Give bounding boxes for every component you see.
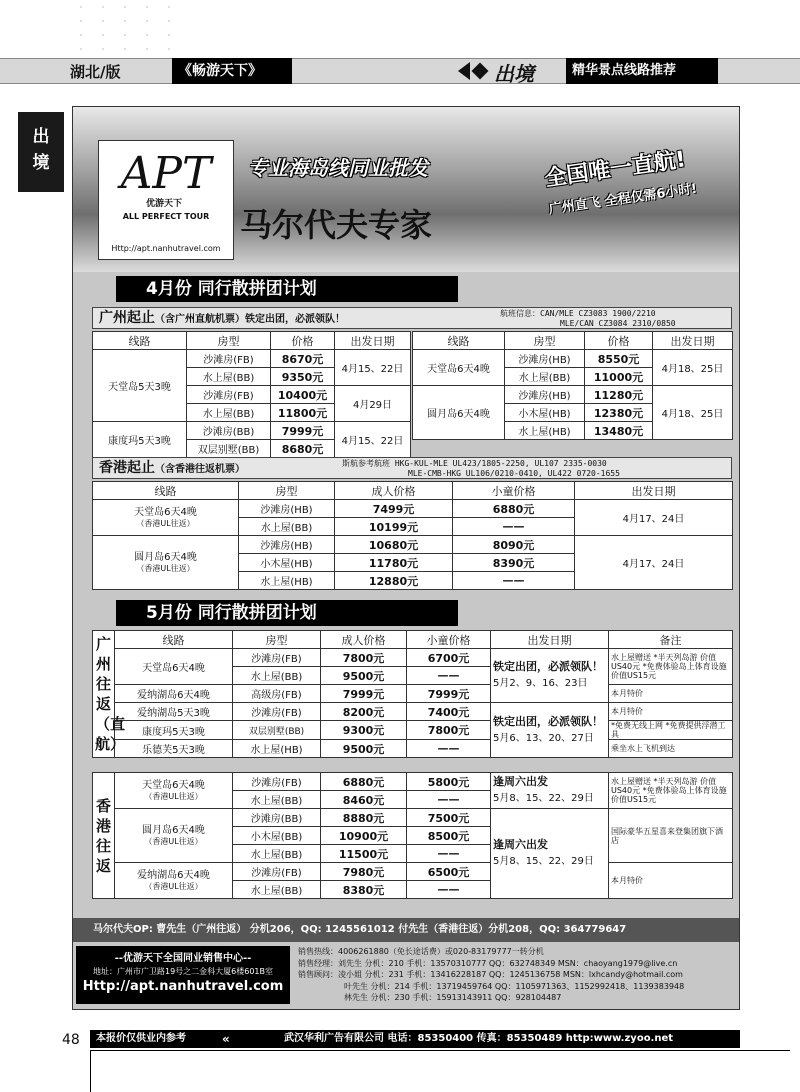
table-row: 小木屋(HB) 11780元 8390元: [93, 554, 733, 572]
list-item: 销售经理：刘先生 分机：210 手机：13570310777 QQ：632748349 MSN：chaoyang1979@live.cn: [298, 958, 678, 968]
col-room: 房型: [239, 482, 335, 500]
contacts-list: [298, 946, 738, 1004]
footer-divider: [90, 1050, 790, 1051]
col-child: 小童价格: [407, 631, 491, 649]
table-row: 水上屋(HB) 13480元: [413, 422, 733, 440]
table-row: 水上屋(BB) 10199元 ——: [93, 518, 733, 536]
hk-april-table: [92, 481, 733, 590]
col-route: 线路: [413, 332, 505, 350]
sales-center-address: 地址：广州市广卫路19号之二金科大厦6楼601B室: [92, 967, 274, 976]
arrow-left-icon: [458, 62, 470, 80]
col-room: 房型: [233, 631, 321, 649]
header-region: 湖北/版: [70, 63, 121, 81]
list-item: 林先生 分机：230 手机：15913143911 QQ：928104487: [344, 993, 562, 1002]
col-adult: 成人价格: [335, 482, 453, 500]
logo-mark: APT: [120, 148, 212, 199]
sales-center-title: --优游天下全国同业销售中心--: [114, 953, 252, 964]
col-date: 出发日期: [335, 332, 411, 350]
table-row: 水上屋(BB) 9350元: [93, 368, 411, 386]
table-row: 爱纳湖岛6天4晚 高级房(FB) 7999元 7999元 本月特价: [93, 685, 733, 703]
footer-company: 武汉华利广告有限公司 电话：85350400 传真：85350489 http:www.zyoo.net: [284, 1033, 674, 1044]
table-row: 圆月岛6天4晚 （香港UL往返） 沙滩房(HB) 10680元 8090元 4月17、24日: [93, 536, 733, 554]
list-item: 销售热线：4006261880（免长途话费）或020-83179777一转分机: [298, 947, 544, 956]
table-row: 水上屋(BB) 9500元 ——: [93, 667, 733, 685]
col-route: 线路: [93, 482, 239, 500]
table-row: 水上屋(BB) 8460元 ——: [93, 791, 733, 809]
table-row: 水上屋(BB) 11000元: [413, 368, 733, 386]
hk-flight-info: 斯航参考航班 HKG-KUL-MLE UL423/1805-2250, UL107 2335-0030 MLE-CMB-HKG UL106/0210-0410, UL422 0720-1655: [342, 459, 620, 478]
header-subtitle: 精华景点线路推荐: [566, 58, 718, 84]
page-number: 48: [62, 1032, 80, 1048]
col-date: 出发日期: [491, 631, 609, 649]
col-note: 备注: [609, 631, 733, 649]
table-row: 水上屋(BB) 11800元: [93, 404, 411, 422]
decor-dots: [70, 0, 170, 50]
table-row: 天堂岛5天3晚 沙滩房(FB) 8670元 4月15、22日: [93, 350, 411, 368]
table-row: 天堂岛6天4晚 （香港UL往返） 沙滩房(HB) 7499元 6880元 4月17、24日: [93, 500, 733, 518]
slogan-direct: 全国唯一直航!: [543, 147, 688, 192]
footer-vdivider: [90, 1050, 91, 1092]
op-contact-strip: 马尔代夫OP: 曹先生（广州往返） 分机206，QQ: 1245561012 付先生（香港往返）分机208，QQ: 364779647: [73, 918, 739, 942]
list-item: 叶先生 分机：214 手机：13719459764 QQ：1105971363、1152992418、1139383948: [344, 981, 685, 991]
logo-cn: 优游天下: [146, 199, 183, 209]
table-row: 水上屋(BB) 8380元 ——: [93, 881, 733, 899]
table-row: 水上屋(HB) 12880元 ——: [93, 572, 733, 590]
gz-april-table-right: [412, 331, 733, 440]
footer-note: 本报价仅供业内参考: [96, 1033, 186, 1044]
may-hk-table: [92, 772, 733, 899]
hk-section-title: 香港起止（含香港往返机票）: [92, 457, 732, 479]
chevron-left-icon: «: [222, 1032, 230, 1046]
slogan-wholesale: 专业海岛线同业批发: [248, 156, 428, 180]
table-row: 水上屋(BB) 11500元 ——: [93, 845, 733, 863]
col-adult: 成人价格: [321, 631, 407, 649]
table-row: 爱纳湖岛6天4晚 （香港UL往返） 沙滩房(FB) 7980元 6500元 本月特价: [93, 863, 733, 881]
table-row: 圆月岛6天4晚 沙滩房(HB) 11280元 4月18、25日: [413, 386, 733, 404]
slogan-duration: 广州直飞 全程仅需6小时!: [547, 181, 699, 218]
table-row: 双层别墅(BB) 8680元: [93, 440, 411, 458]
table-row: 小木屋(BB) 10900元 8500元: [93, 827, 733, 845]
col-route: 线路: [115, 631, 233, 649]
hk-return-label: 香港往返: [93, 773, 115, 899]
col-price: 价格: [271, 332, 335, 350]
col-price: 价格: [585, 332, 653, 350]
table-row: 乐德芙5天3晚 水上屋(HB) 9500元 —— 乘坐水上飞机到达: [93, 740, 733, 758]
table-row: 爱纳湖岛5天3晚 沙滩房(FB) 8200元 7400元 铁定出团，必派领队！ 5月6、13、20、27日 本月特价: [93, 703, 733, 721]
col-child: 小童价格: [453, 482, 575, 500]
slogan-expert: 马尔代夫专家: [240, 206, 433, 244]
col-date: 出发日期: [653, 332, 733, 350]
april-plan-title: 4月份 同行散拼团计划: [116, 276, 458, 302]
table-row: 天堂岛6天4晚 沙滩房(HB) 8550元 4月18、25日: [413, 350, 733, 368]
header-magazine: 《畅游天下》: [172, 58, 292, 84]
gz-flight-info: 航班信息：CAN/MLE CZ3083 1900/2210 MLE/CAN CZ3084 2310/0850: [500, 309, 676, 328]
gz-april-table-left: [92, 331, 411, 458]
col-date: 出发日期: [575, 482, 733, 500]
sales-center-box: [76, 946, 290, 1004]
table-row: 沙滩房(FB) 10400元 4月29日: [93, 386, 411, 404]
col-route: 线路: [93, 332, 187, 350]
table-row: 康度玛5天3晚 沙滩房(BB) 7999元 4月15、22日: [93, 422, 411, 440]
col-room: 房型: [187, 332, 271, 350]
table-row: 天堂岛6天4晚 沙滩房(FB) 7800元 6700元 铁定出团，必派领队！ 5月2、9、16、23日 水上屋赠送 *半天列岛游 价值US40元 *免费体验岛上体育设施 价值US15元: [93, 649, 733, 667]
table-row: 香港往返 天堂岛6天4晚 （香港UL往返） 沙滩房(FB) 6880元 5800元 逢周六出发 5月8、15、22、29日 水上屋赠送 *半天列岛游 价值US40元 *免费体验岛上体育设施 价值US15元: [93, 773, 733, 791]
table-row: 圆月岛6天4晚 （香港UL往返） 沙滩房(BB) 8880元 7500元 逢周六出发 5月8、15、22、29日 国际豪华五星喜来登集团旗下酒店: [93, 809, 733, 827]
logo-url[interactable]: Http://apt.nanhutravel.com: [111, 244, 221, 253]
table-row: 小木屋(HB) 12380元: [413, 404, 733, 422]
may-gz-table: [92, 630, 733, 758]
table-row: 康度玛5天3晚 双层别墅(BB) 9300元 7800元 *免费无线上网 *免费提供浮潜工具: [93, 721, 733, 740]
header-section: 出境: [494, 62, 534, 86]
list-item: 销售顾问：凌小姐 分机：231 手机：13416228187 QQ：1245136758 MSN：lxhcandy@hotmail.com: [298, 970, 683, 979]
col-room: 房型: [505, 332, 585, 350]
gz-section-title: 广州起止（含广州直航机票）铁定出团，必派领队！: [92, 307, 732, 329]
sales-center-url[interactable]: Http://apt.nanhutravel.com: [82, 979, 284, 994]
logo-en: ALL PERFECT TOUR: [122, 212, 210, 221]
may-plan-title: 5月份 同行散拼团计划: [116, 600, 458, 626]
gz-return-label: 广州往返（直航）: [93, 631, 115, 758]
side-tab: 出境: [18, 112, 64, 192]
